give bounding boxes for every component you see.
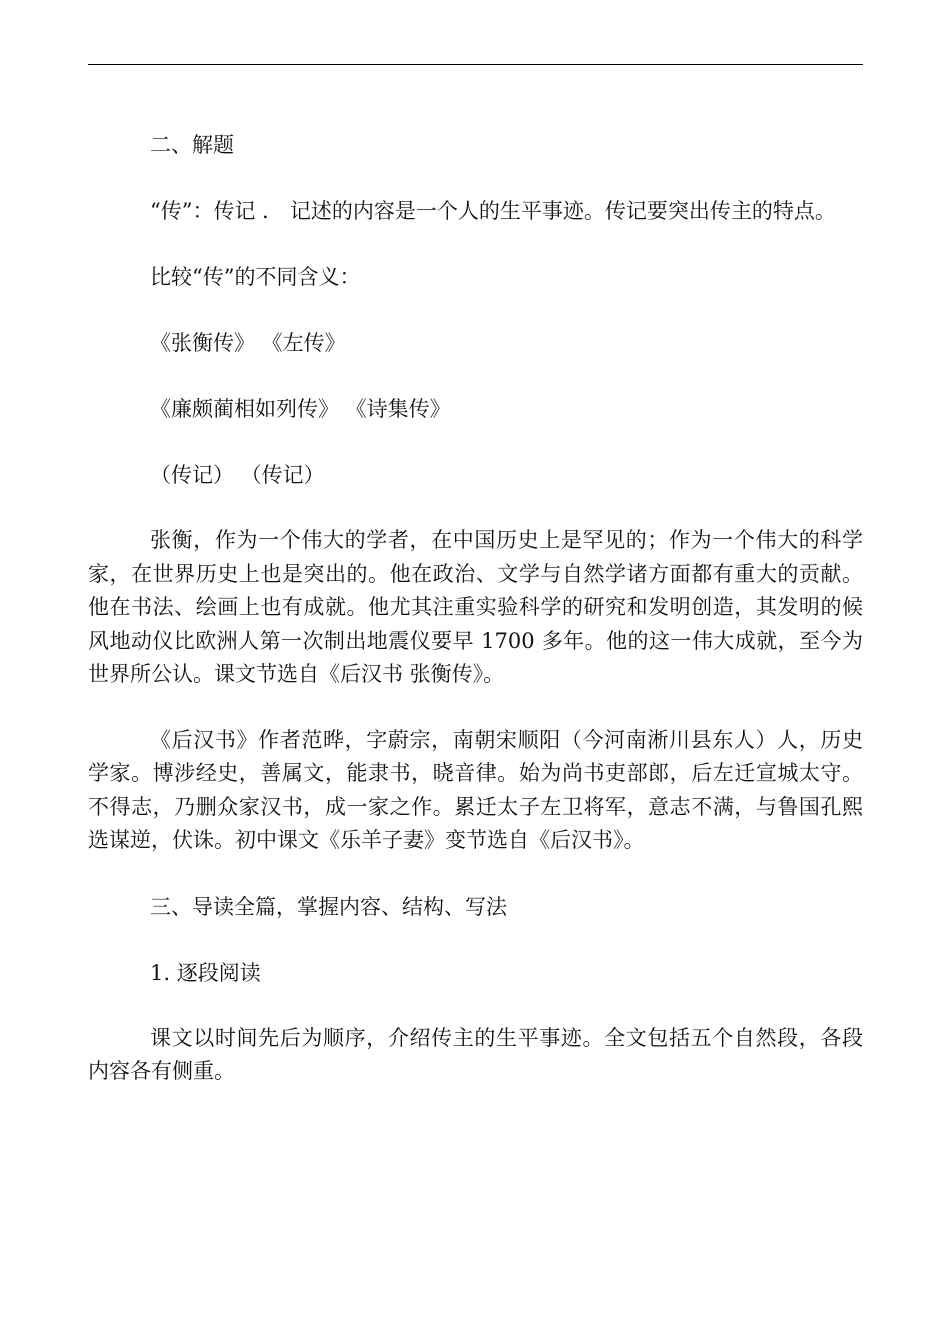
- book-titles-row-2: 《廉颇蔺相如列传》 《诗集传》: [150, 397, 451, 421]
- structure-summary-paragraph: 课文以时间先后为顺序，介绍传主的生平事迹。全文包括五个自然段，各段内容各有侧重。: [88, 1025, 863, 1083]
- section-heading-daodu: 三、导读全篇，掌握内容、结构、写法: [150, 894, 507, 919]
- zhuan-definition: “传”：传记 ． 记述的内容是一个人的生平事迹。传记要突出传主的特点。: [150, 199, 836, 223]
- meaning-notes-row: （传记） （传记）: [150, 463, 325, 487]
- document-body: [88, 112, 863, 1105]
- compare-zhuan-meanings: 比较“传”的不同含义：: [150, 265, 361, 289]
- section-heading-jieti: 二、解题: [150, 133, 234, 157]
- houhanshu-author-paragraph: 《后汉书》作者范晔，字蔚宗，南朝宋顺阳（今河南淅川县东人）人，历史学家。博涉经史，善属文，能隶书，晓音律。始为尚书吏部郎，后左迁宣城太守。不得志，乃删众家汉书，成一家之作。累迁太子左卫将军，意志不满，与鲁国孔熙选谋逆，伏诛。初中课文《乐羊子妻》变节选自《后汉书》。: [88, 727, 863, 852]
- subheading-paragraph-reading: 1. 逐段阅读: [150, 960, 261, 985]
- zhangheng-intro-paragraph: 张衡，作为一个伟大的学者，在中国历史上是罕见的；作为一个伟大的科学家，在世界历史上也是突出的。他在政治、文学与自然学诸方面都有重大的贡献。他在书法、绘画上也有成就。他尤其注重实验科学的研究和发明创造，其发明的候风地动仪比欧洲人第一次制出地震仪要早 1700 多年。他的这一伟大成就，至今为世界所公认。课文节选自《后汉书 张衡传》。: [88, 528, 863, 686]
- book-titles-row-1: 《张衡传》 《左传》: [150, 331, 346, 355]
- header-rule: [88, 64, 863, 65]
